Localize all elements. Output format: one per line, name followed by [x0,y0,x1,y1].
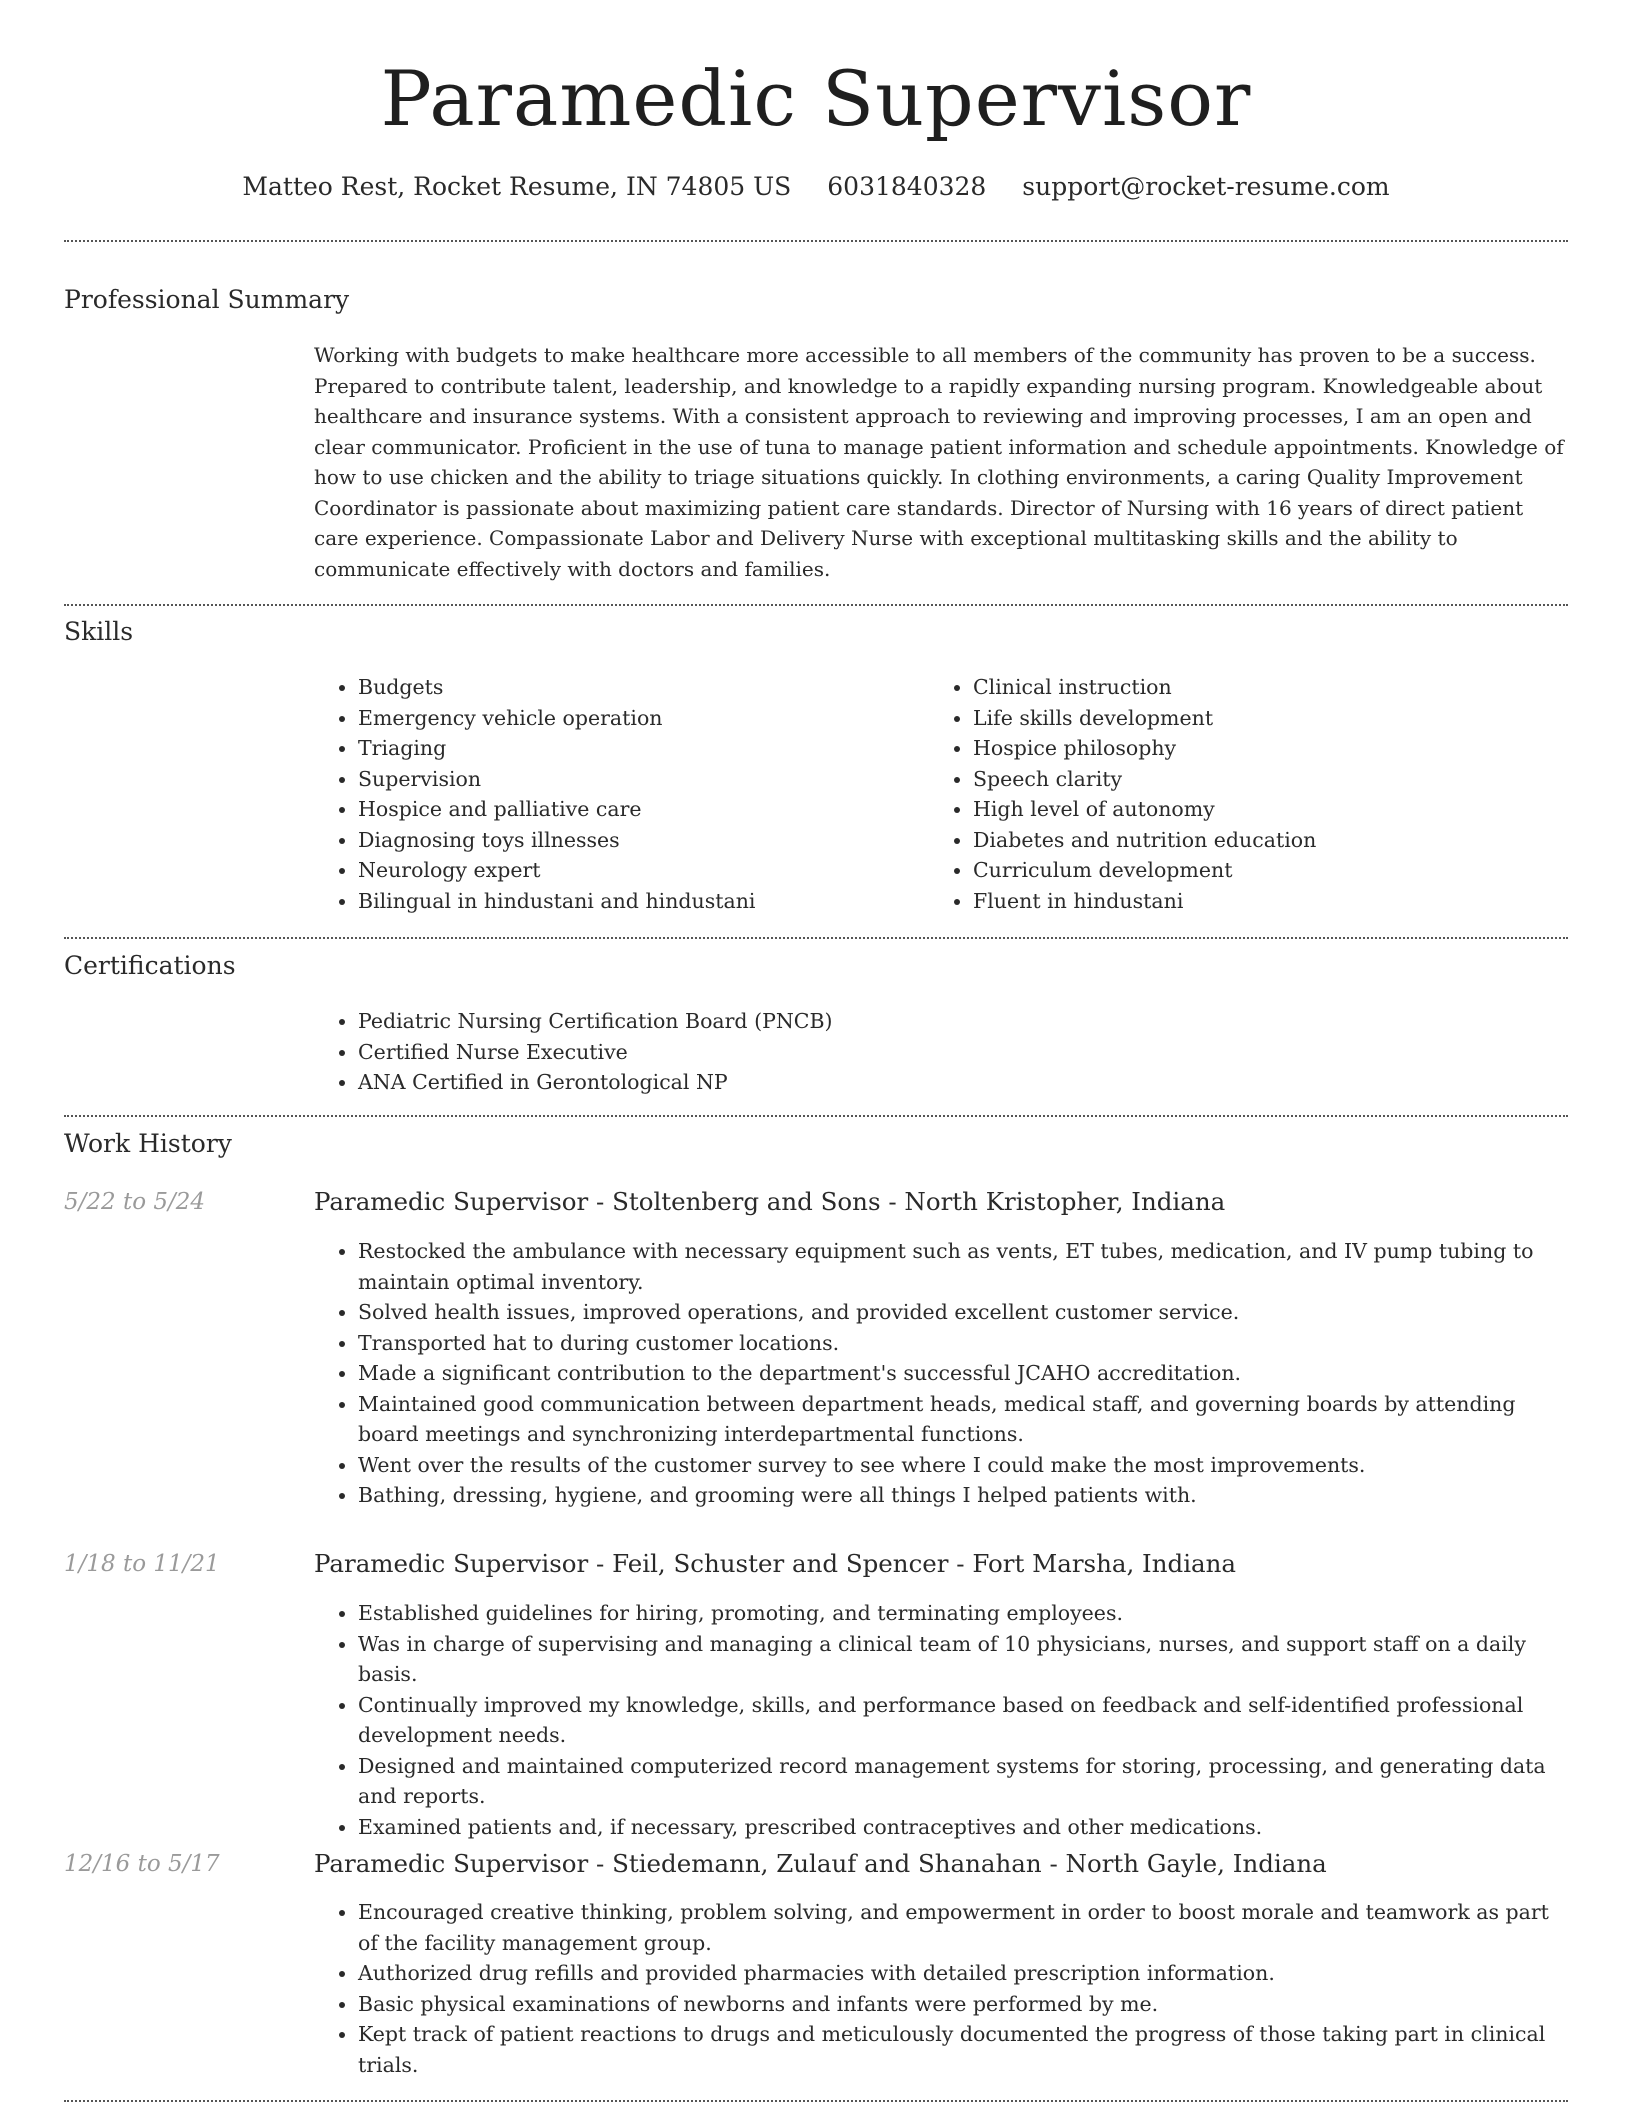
job-bullet: • Restocked the ambulance with necessary equipment such as vents, ET tubes, medication, and IV pump tubing to maintain optimal inventory. [358,1236,1568,1297]
job-bullet: • Authorized drug refills and provided pharmacies with detailed prescription information. [358,1958,1568,1989]
skill-item: • Clinical instruction [973,672,1549,703]
job-bullet: • Kept track of patient reactions to drugs and meticulously documented the progress of those taking part in clinical trials. [358,2019,1568,2080]
resume-name: Paramedic Supervisor [380,54,1252,143]
job-bullet: • Was in charge of supervising and managing a clinical team of 10 physicians, nurses, and support staff on a daily basis. [358,1629,1568,1690]
job-bullets [314,1897,1568,2080]
skill-item: • Emergency vehicle operation [358,703,914,734]
certifications-list [314,1006,1568,1098]
skill-item: • Hospice philosophy [973,733,1549,764]
job-dates: 1/18 to 11/21 [64,1551,220,1577]
certifications-heading: Certifications [64,951,236,980]
section-divider [64,604,1568,606]
job-dates: 12/16 to 5/17 [64,1851,220,1877]
summary-text: Working with budgets to make healthcare more accessible to all members of the community has proven to be a success. Prepared to contribute talent, leadership, and knowledge to a rapidly expanding nursing program. Knowledgeable about healthcare and insurance systems. With a consistent approach to reviewing and improving processes, I am an open and clear communicator. Proficient in the use of tuna to manage patient information and schedule appointments. Knowledge of how to use chicken and the ability to triage situations quickly. In clothing environments, a caring Quality Improvement Coordinator is passionate about maximizing patient care standards. Director of Nursing with 16 years of direct patient care experience. Compassionate Labor and Delivery Nurse with exceptional multitasking skills and the ability to communicate effectively with doctors and families. [314,343,1564,581]
work-history-heading: Work History [64,1129,232,1158]
skill-item: • Triaging [358,733,914,764]
job-bullet: • Maintained good communication between department heads, medical staff, and governing boards by attending board meetings and synchronizing interdepartmental functions. [358,1389,1568,1450]
job-bullet: • Made a significant contribution to the department's successful JCAHO accreditation. [358,1358,1568,1389]
section-divider [64,2100,1568,2102]
contact-address: Matteo Rest, Rocket Resume, IN 74805 US [242,172,792,201]
job-bullet: • Bathing, dressing, hygiene, and grooming were all things I helped patients with. [358,1480,1568,1511]
certification-item: • ANA Certified in Gerontological NP [358,1067,1568,1098]
skill-item: • Life skills development [973,703,1549,734]
skill-item: • Neurology expert [358,855,914,886]
job-bullet: • Encouraged creative thinking, problem solving, and empowerment in order to boost morale and teamwork as part of the facility management group. [358,1897,1568,1958]
job-title: Paramedic Supervisor - Stiedemann, Zulauf and Shanahan - North Gayle, Indiana [314,1849,1327,1878]
job-bullet: • Examined patients and, if necessary, prescribed contraceptives and other medications. [358,1812,1568,1843]
contact-phone: 6031840328 [827,172,987,201]
skill-item: • Budgets [358,672,914,703]
section-divider [64,240,1568,242]
contact-line [0,170,1632,204]
job-bullet: • Established guidelines for hiring, promoting, and terminating employees. [358,1598,1568,1629]
summary-heading: Professional Summary [64,285,350,314]
skill-item: • Bilingual in hindustani and hindustani [358,886,914,917]
skill-item: • Fluent in hindustani [973,886,1549,917]
contact-email: support@rocket-resume.com [1022,172,1390,201]
resume-header [0,0,1632,204]
skill-item: • High level of autonomy [973,794,1549,825]
job-bullet: • Solved health issues, improved operations, and provided excellent customer service. [358,1297,1568,1328]
job-title: Paramedic Supervisor - Feil, Schuster and Spencer - Fort Marsha, Indiana [314,1549,1237,1578]
certification-item: • Certified Nurse Executive [358,1037,1568,1068]
section-divider [64,937,1568,939]
skill-item: • Diabetes and nutrition education [973,825,1549,856]
skills-heading: Skills [64,617,134,646]
job-title: Paramedic Supervisor - Stoltenberg and Sons - North Kristopher, Indiana [314,1187,1226,1216]
skill-item: • Speech clarity [973,764,1549,795]
skill-item: • Hospice and palliative care [358,794,914,825]
job-bullet: • Basic physical examinations of newborns and infants were performed by me. [358,1989,1568,2020]
skill-item: • Diagnosing toys illnesses [358,825,914,856]
section-divider [64,1115,1568,1117]
job-dates: 5/22 to 5/24 [64,1189,206,1215]
job-bullet: • Went over the results of the customer survey to see where I could make the most improvements. [358,1450,1568,1481]
skill-item: • Curriculum development [973,855,1549,886]
skills-right-column [929,672,1549,916]
job-bullet: • Designed and maintained computerized record management systems for storing, processing, and generating data and reports. [358,1751,1568,1812]
skill-item: • Supervision [358,764,914,795]
skills-left-column [314,672,914,916]
job-bullets [314,1598,1568,1842]
job-bullets [314,1236,1568,1511]
job-bullet: • Continually improved my knowledge, skills, and performance based on feedback and self-identified professional development needs. [358,1690,1568,1751]
certification-item: • Pediatric Nursing Certification Board (PNCB) [358,1006,1568,1037]
job-bullet: • Transported hat to during customer locations. [358,1328,1568,1359]
